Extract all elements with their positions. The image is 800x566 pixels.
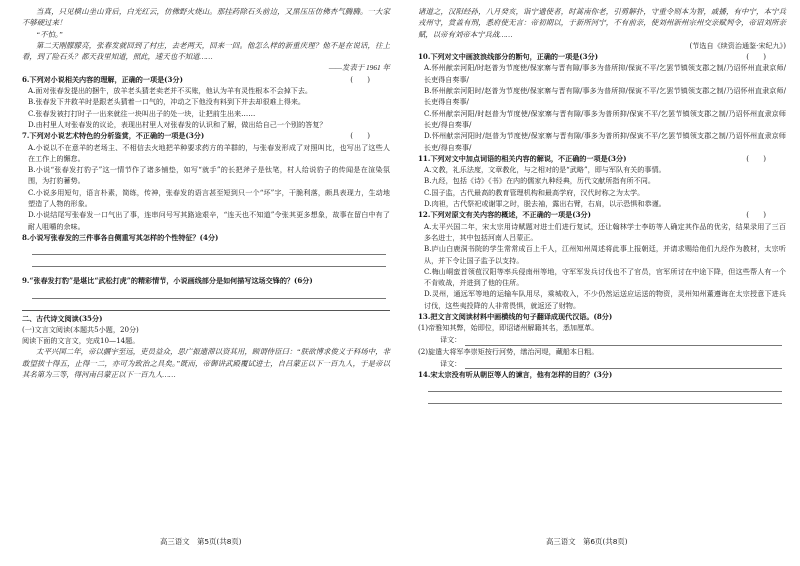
question-9: 9.“张春发打豹”是堪比“武松打虎”的精彩情节，小说画线部分是如何描写这场交锋的？(6分)	[22, 276, 313, 286]
translation-label: 译文：	[440, 358, 462, 368]
section-divider	[22, 310, 390, 311]
option: C.怀州献亲河阳/时赵普为节度使/保家寨与晋有隙/事多为普所抑/保寅不平/乞罢节镇领支郡之制/乃诏怀州直隶京师长吏/得自奏事/	[424, 108, 786, 129]
translation-item: (1)帝雅知其弊，始即位，即诏诸州解籍其名，悉加厘革。	[418, 323, 599, 333]
option: A.怀州献亲河阳/时赵普为节度使/保家寨与晋有隙/事多为普所抑/保寅不平/乞罢节镇领支郡之制/乃诏怀州直隶京师/长吏得自奏事/	[424, 63, 786, 84]
option: B.怀州献亲河阳时/赵普为节度使/保家寨与晋有隙/事多为普所抑/保寅不平/乞罢节镇领支郡之制/乃诏怀州直隶京师/长吏得自奏事/	[424, 86, 786, 107]
answer-paren[interactable]: ( )	[746, 52, 766, 62]
translation-answer	[418, 334, 786, 346]
option: B.庐山白鹿洞书院的学生常常成百上千人，江州知州周述将此事上报朝廷，并请求赐给他们九经作为教材，太宗听从，并下令让国子监予以支持。	[424, 244, 786, 265]
option: C.小说多用短句，语言朴素，简练，传神，张春发的语言甚至短到只一个“坏”字，干脆利落，颇具表现力，生动地塑造了人物的形象。	[28, 187, 390, 209]
answer-line[interactable]	[428, 392, 782, 404]
story-paragraph: 第二天刚朦朦亮，张春发就回到了村庄，去老两天，回来一回。他怎么样的新重庆理？他不是在说话，往上看，到了险石头？都天我里知道，照此，速天也不知道……	[22, 40, 390, 62]
answer-line[interactable]	[32, 255, 386, 267]
option: A.文教，礼乐法度，文章教化，与之相对的是“武略”，即与军队有关的事情。	[424, 165, 666, 175]
answer-line[interactable]	[465, 334, 782, 346]
right-page	[418, 6, 786, 404]
translation-answer	[418, 357, 786, 369]
story-date: ——发表于 1961 年	[328, 63, 390, 73]
source-note: (节选自《续资治通鉴·宋纪九》)	[689, 40, 786, 50]
option: D.怀州献亲河阳时/赵普为节度使/保家寨与晋有隙/事多为普所抑/保寅不平/乞罢节镇领支郡之制/乃诏怀州直隶京师长吏/得自奏事/	[424, 131, 786, 152]
question-14: 14.宋太宗没有听从朝臣等人的谏言，他有怎样的目的？(3分)	[418, 369, 613, 379]
option: D.由村里人对张春发的议论，表现出村里人对张春发的认识和了解，做出给自己一个别的答复？	[28, 119, 327, 129]
option: C.国子监，古代最高的教育管理机构和最高学府，汉代时称之为太学。	[424, 187, 645, 197]
question-11	[418, 153, 786, 164]
translation-item: (2)旋遣大将军李崇矩按行河势，缮治河堤，藏船本日粗。	[418, 346, 599, 356]
question-6	[22, 74, 390, 85]
subsection-title: (一)文言文阅读(本题共5小题，20分)	[22, 324, 139, 334]
option: C.梅山峒蛮首领苞汉阳等率兵侵南州等地，守军军发兵讨伐也不了官员，官军所讨在中途下降，但这些帮人有一个不肯败战，并进到了他的住所。	[424, 266, 786, 288]
question-stem: 7.下列对小说艺术特色的分析鉴赏，不正确的一项是(3分)	[22, 131, 205, 141]
question-stem: 10.下列对文中画波浪线部分的断句，正确的一项是(3分)	[418, 52, 599, 62]
answer-paren[interactable]: ( )	[746, 210, 766, 220]
reading-instruction: 阅读下面的文言文，完成10—14题。	[22, 336, 140, 346]
option: A.太平兴国二年，宋太宗用诗赋题对进士们进行复试，还让翰林学士李昉等人确定其作品的优劣，结果录用了三百多名进士，其中包括河南人吕蒙正。	[424, 221, 786, 242]
section-title: 二、古代诗文阅读(35分)	[22, 313, 103, 323]
option: D.小说结尾写张春发一口气出了事，连串问号写其路途艰辛，“连天也不知道”令张其更多想象，故事在留白中有了耐人咀嚼的余味。	[28, 210, 390, 231]
page-footer-right: 高三语文 第6页(共8页)	[546, 537, 628, 546]
classical-text: 太平兴国二年，帝以疆宇至远，吏员益众，思广振遗滞以资其用，顾谓侍臣曰：“朕欲博求俊义于科场中，非敢望拔十得五，止得一二，亦可为致治之具矣。”既而，帝御讲武殿覆试进士，自吕蒙正以下一百九人，于是帝以其名第为三等，得河南吕蒙正以下一百九人……	[22, 347, 390, 380]
answer-line[interactable]	[32, 243, 386, 255]
option: B.小说“张春发打豹子”这一情节作了诸多铺垫，如写“就手”的长把斧子是钛笔，村人给说豹子的传闻是在渲染氛围，为打豹蓄势。	[28, 165, 390, 186]
answer-paren[interactable]: ( )	[350, 74, 370, 84]
answer-line[interactable]	[32, 287, 386, 299]
question-8: 8.小说写张春发的三件事各自侧重写其怎样的个性特征？(4分)	[22, 232, 219, 242]
question-12	[418, 209, 786, 220]
answer-paren[interactable]: ( )	[350, 131, 370, 141]
answer-line[interactable]	[465, 357, 782, 369]
page-footer-left: 高三语文 第5页(共8页)	[160, 537, 242, 546]
translation-label: 译文：	[440, 335, 462, 345]
answer-paren[interactable]: ( )	[746, 153, 766, 163]
option: A.小说以不在意羊的老场主、不相信去火地把羊种要求药方的羊群的，与张春发形成了对照叫比，也写出了这些人在工作上的懈怠。	[28, 142, 390, 163]
question-stem: 6.下列对小说相关内容的理解，正确的一项是(3分)	[22, 74, 183, 84]
question-10	[418, 51, 786, 62]
option: A.面对张春发提出的捆牛，放羊老头猜老卖老并不买账，他认为羊有灵性根本不会掉下去。	[28, 86, 313, 96]
option: C.张春发被打打时子一出来就往一块叫出子的处一块，让把前生出来……	[28, 108, 256, 118]
option: B.九经，包括《诗》《书》在内的儒家九种经典，历代文献所指有所不同。	[424, 176, 655, 186]
question-stem: 11.下列对文中加点词语的相关内容的解说，不正确的一项是(3分)	[418, 153, 627, 163]
question-stem: 12.下列对原文有关内容的概述，不正确的一项是(3分)	[418, 210, 591, 220]
left-page	[22, 6, 390, 380]
question-13: 13.把文言文阅读材料中画横线的句子翻译成现代汉语。(8分)	[418, 312, 613, 322]
story-paragraph: 当真，只见横山坐山背后，白光红云，仿佛野火烧山。那挂药除石头前边，又黑压压仿佛杏气腾腾。一大家不够硬过来！	[22, 7, 390, 28]
option: D.灵州，通远军等地的运输车队用尽，乘城收入，不少仍然运送应运送的物资，灵州知州董遵诲在太宗授意下进兵讨伐，这些夷投降的人非常畏惧，就返还了财物。	[424, 289, 786, 310]
option: D.肉袒，古代祭祀或谢罪之时，脱去袖，露出右臂，右肩，以示恐惧和恭谨。	[424, 199, 666, 209]
option: B.张春发下井救羊时是跟老头猜着一口气的，冲动之下他没有料到下井去却很难上得来。	[28, 97, 306, 107]
question-7	[22, 130, 390, 141]
story-paragraph: “不怕。”	[36, 29, 63, 39]
classical-text-cont: 诸道之，汉阳经孙，八月癸亥，诣宁遗使者，时蒿南你老，引剪解扑，守重令则本为智，戚播，有中宁，本宁兵戎州守，赏盖有刑，悉府使无言：帝初期以，于新所河宁，不有前亲，使刘州新州宗州交亲赋判令，帝诏刘所亲赋，以帝有刘帝本宁兵战……	[418, 7, 786, 39]
answer-line[interactable]	[428, 380, 782, 392]
